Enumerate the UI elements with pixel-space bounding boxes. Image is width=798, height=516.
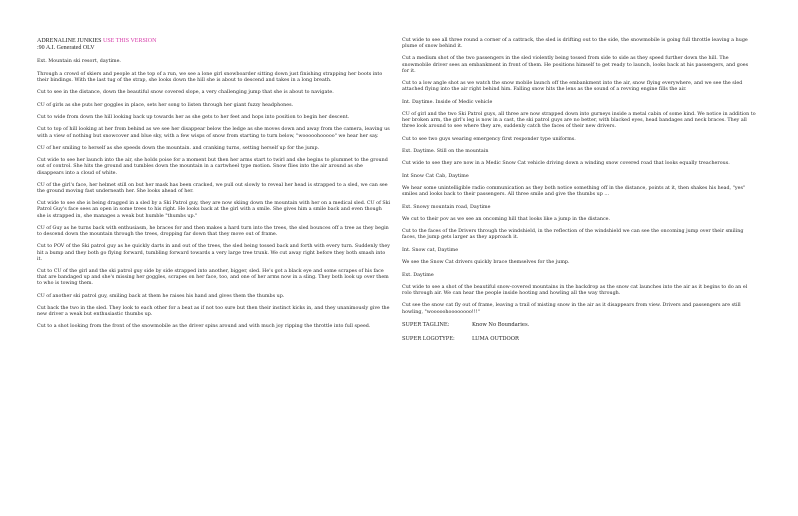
script-paragraph: Cut wide to see her launch into the air, she holds poise for a moment but then her arms start to twirl and she begins to plummet to the ground out of control. She hits the ground and tumbles down the mountain in a cartwheel type motion. Snow flies into the air around as she disappears into a cloud of white.: [37, 158, 388, 176]
super-tagline-value: Know No Boundaries.: [472, 321, 530, 328]
script-paragraph: CU of girl and the two Ski Patrol guys, all three are now strapped down into gurneys inside a metal cabin of some kind. We notice in addition to her broken arm, the girl's leg is now in a cast, the ski patrol guys are no better, with blacked eyes, head bandages and neck braces. They all three look around to see where they are, suddenly catch the faces of their new drivers.: [402, 111, 756, 130]
script-paragraph: Int. Daytime. Inside of Medic vehicle: [402, 99, 493, 105]
script-paragraph: CU of Guy as he turns back with enthusiasm, he braces for and then makes a hard turn into the trees, the sled bounces off a tree as they begin to descend down the mountain through the trees, dropping far down that they move out of frame.: [37, 225, 389, 238]
script-paragraph: Cut to a low angle shot as we watch the snow mobile launch off the embankment into the air, snow flying everywhere, and we see the sled attached flying into the air right behind him. Falling snow hits the lens as the sound of a revving engine fills the air.: [402, 81, 743, 93]
script-paragraph: Ext. Snowy mountain road, Daytime: [402, 204, 491, 210]
script-paragraph: Cut to a shot looking from the front of the snowmobile as the driver spins around and with much joy ripping the throttle into full speed.: [37, 324, 371, 330]
super-tagline-key: SUPER TAGLINE:: [402, 321, 450, 328]
right-column: [402, 38, 756, 350]
super-logotype-key: SUPER LOGOTYPE:: [402, 335, 455, 342]
super-logotype: [402, 336, 756, 343]
script-paragraph: Cut see the snow cat fly out of frame, leaving a trail of misting snow in the air as it disappears from view. Drivers and passengers are still howling, "wooooohoooooooo!!!": [402, 303, 741, 315]
version-note: USE THIS VERSION: [103, 38, 157, 44]
script-paragraph: Ext. Mountain ski resort, daytime.: [37, 59, 121, 65]
script-paragraph: Int Snow Cat Cab, Daytime: [402, 173, 469, 179]
document-subtitle: :90 A.I. Generated OLV: [37, 45, 95, 52]
script-paragraph: Cut to POV of the Ski patrol guy as he quickly darts in and out of the trees, the sled being tossed back and forth with every turn. Suddenly they hit a bump and they both go flying forward, tumbling forward towards a very large tree trunk. We cut away right before they both smash into it.: [37, 244, 390, 262]
script-paragraph: CU of another ski patrol guy, smiling back at them he raises his hand and gives them the thumbs up.: [37, 293, 285, 299]
script-paragraph: CU of her smiling to herself as she speeds down the mountain. and cranking turns, setting herself up for the jump.: [37, 145, 320, 151]
script-paragraph: Cut wide to see they are now in a Medic Snow Cat vehicle driving down a winding snow covered road that looks equally treacherous.: [402, 161, 730, 167]
script-paragraph: Cut to wide from down the hill looking back up towards her as she gets to her feet and hops into position to begin her descent.: [37, 115, 350, 121]
script-paragraph: We hear some unintelligible radio communication as they both notice something off in the distance, points at it, then shakes his head, "yes" smiles and looks back to their passengers. All three smile and give the thumbs up ...: [402, 186, 746, 198]
script-paragraph: Cut to the faces of the Drivers through the windshield, in the reflection of the windshield we can see the oncoming jump over their smiling faces, the jump gets larger as they approach it.: [402, 229, 744, 241]
right-column-body: [402, 38, 756, 316]
script-paragraph: Cut back the two in the sled. They look to each other for a beat as if not too sure but then their instinct kicks in, and they unanimously give the new driver a weak but enthusiastic thumbs up.: [37, 306, 390, 318]
script-paragraph: We see the Snow Cat drivers quickly brace themselves for the jump.: [402, 260, 570, 266]
document-title: ADRENALINE JUNKIES: [37, 38, 102, 44]
script-paragraph: Cut wide to see a shot of the beautiful snow-covered mountains in the backdrop as the snow cat launches into the air as it begins to do an el rolo through air. We can hear the people inside hooting and howling all the way through.: [402, 285, 748, 297]
script-paragraph: CU of girls as she puts her goggles in place, sets her song to listen through her giant fuzzy headphones.: [37, 102, 294, 108]
script-paragraph: Cut to CU of the girl and the ski patrol guy side by side strapped into another, bigger, sled. He's got a black eye and some scrapes of his face that are bandaged up and she's missing her goggles, scrapes on her face, too, and one of her arms now in a sling. They both look up over them to who is towing them.: [37, 269, 389, 287]
script-paragraph: Int. Snow cat, Daytime: [402, 247, 459, 253]
super-tagline: [402, 322, 756, 329]
script-paragraph: We cut to their pov as we see an oncoming hill that looks like a jump in the distance.: [402, 216, 611, 222]
script-paragraph: Cut a medium shot of the two passengers in the sled violently being tossed from side to side as they speed further down the hill. The snowmobile driver sees an embankment in front of them. He positions himself to get ready to launch, looks back at his passengers, and goes for it.: [402, 56, 749, 74]
left-column-body: [37, 59, 391, 330]
script-paragraph: Ext. Daytime: [402, 272, 434, 278]
script-paragraph: Cut wide to see all three round a corner of a cattrack, the sled is drifting out to the side, the snowmobile is going full throttle leaving a huge plume of snow behind it.: [402, 38, 748, 50]
script-paragraph: Cut to see two guys wearing emergency first responder type uniforms.: [402, 136, 576, 142]
script-paragraph: Through a crowd of skiers and people at the top of a run, we see a lone girl snowboarder sitting down just finishing strapping her boots into their bindings. With the last tug of the strap, she looks down the hill she is about to descend and takes in a long breath.: [37, 71, 383, 83]
script-paragraph: Cut to see in the distance, down the beautiful snow covered slope, a very challenging jump that she is about to navigate.: [37, 90, 334, 96]
script-paragraph: CU of the girl's face, her helmet still on but her mask has been cracked, we pull out slowly to reveal her head is strapped to a sled, we can see the ground moving fast underneath her. She looks ahead of her.: [37, 182, 388, 194]
left-column: [37, 38, 391, 337]
script-paragraph: Cut to top of hill looking at her from behind as we see her disappear below the ledge as she moves down and away from the camera, leaving us with a view of nothing but snowcover and blue sky, with a few wisps of snow from starting to turn below, "wooooohooooo" we hear her say.: [37, 127, 390, 139]
super-logotype-value: LUMA OUTDOOR: [472, 335, 519, 342]
script-paragraph: Cut wide to see she is being dragged in a sled by a Ski Patrol guy, they are now skiing down the mountain with her on a medical sled. CU of Ski Patrol Guy's face sees an open in some trees to his right. He looks back at the girl with a smile. She gives him a smile back and even though she is strapped in, she manages a weak but humble "thumbs up.": [37, 201, 391, 219]
document-header: [37, 38, 391, 52]
script-paragraph: Ext. Daytime. Still on the mountain: [402, 148, 489, 154]
